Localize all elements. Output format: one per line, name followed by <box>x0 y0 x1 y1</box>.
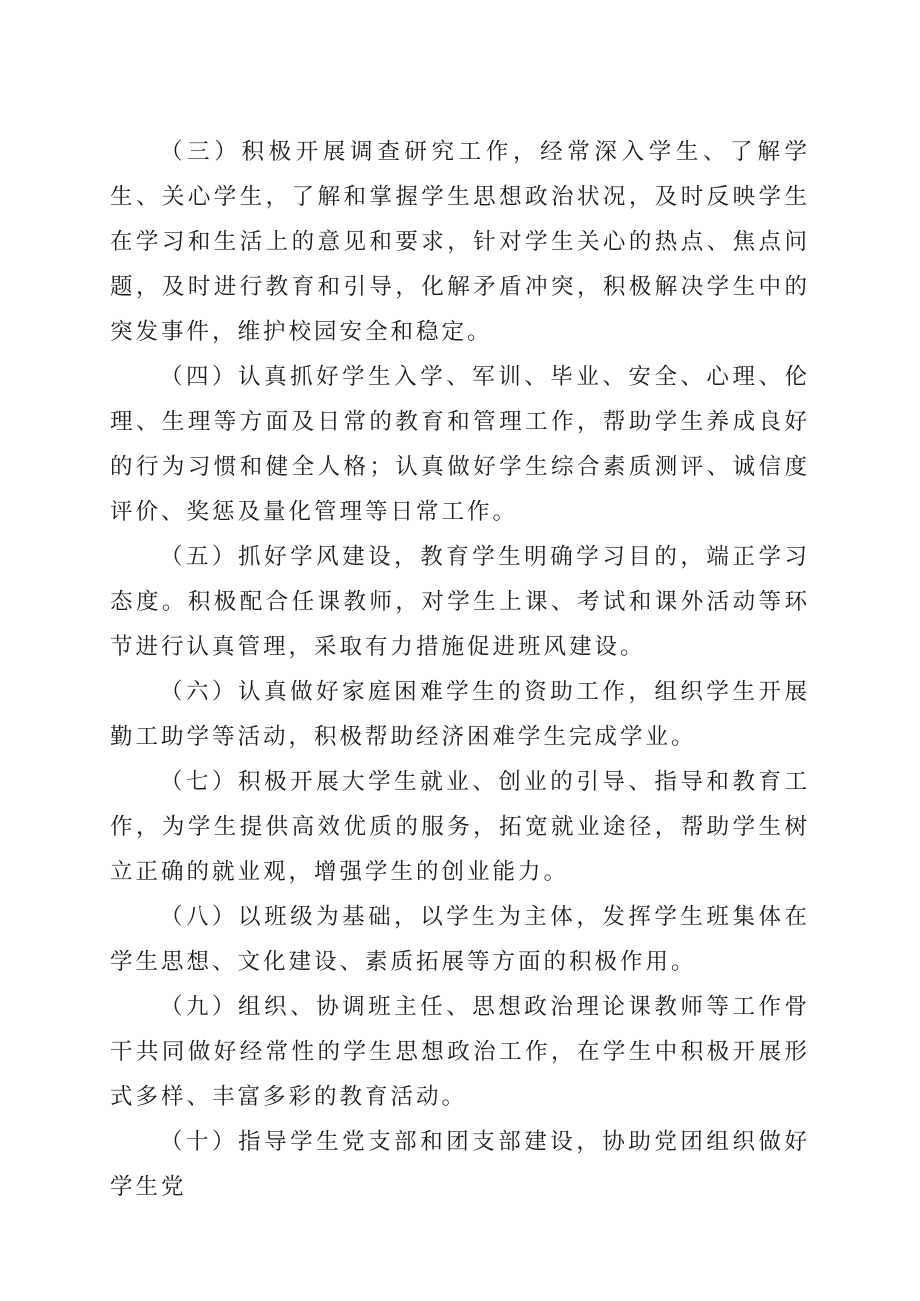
paragraph-7: （七）积极开展大学生就业、创业的引导、指导和教育工作，为学生提供高效优质的服务，拓宽就业途径，帮助学生树立正确的就业观，增强学生的创业能力。 <box>110 769 810 885</box>
paragraph-3: （三）积极开展调查研究工作，经常深入学生、了解学生、关心学生，了解和掌握学生思想政治状况，及时反映学生在学习和生活上的意见和要求，针对学生关心的热点、焦点问题，及时进行教育和引导，化解矛盾冲突，积极解决学生中的突发事件，维护校园安全和稳定。 <box>110 139 810 345</box>
paragraph-6: （六）认真做好家庭困难学生的资助工作，组织学生开展勤工助学等活动，积极帮助经济困难学生完成学业。 <box>110 679 810 750</box>
paragraph-9: （九）组织、协调班主任、思想政治理论课教师等工作骨干共同做好经常性的学生思想政治工作，在学生中积极开展形式多样、丰富多彩的教育活动。 <box>110 994 810 1110</box>
paragraph-8: （八）以班级为基础，以学生为主体，发挥学生班集体在学生思想、文化建设、素质拓展等方面的积极作用。 <box>110 904 810 975</box>
paragraph-10: （十）指导学生党支部和团支部建设，协助党团组织做好学生党 <box>110 1129 810 1200</box>
paragraph-4: （四）认真抓好学生入学、军训、毕业、安全、心理、伦理、生理等方面及日常的教育和管理工作，帮助学生养成良好的行为习惯和健全人格；认真做好学生综合素质测评、诚信度评价、奖惩及量化管理等日常工作。 <box>110 364 810 525</box>
document-body <box>110 130 810 1210</box>
paragraph-5: （五）抓好学风建设，教育学生明确学习目的，端正学习态度。积极配合任课教师，对学生上课、考试和课外活动等环节进行认真管理，采取有力措施促进班风建设。 <box>110 544 810 660</box>
